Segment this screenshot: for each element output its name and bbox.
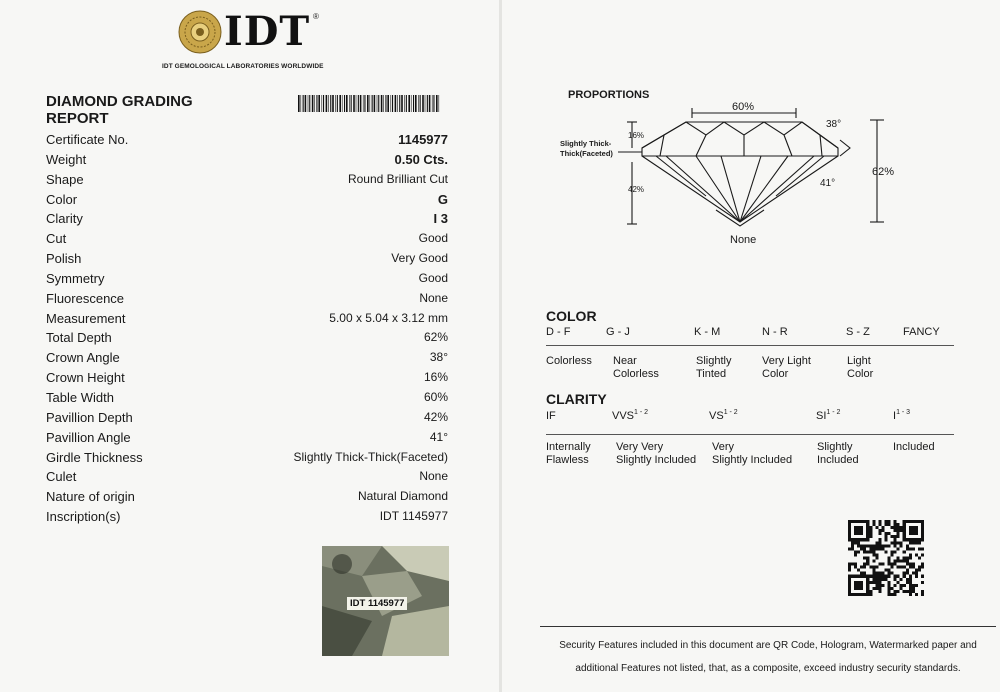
color-grade-description: Color (847, 368, 874, 380)
clarity-scale-divider (546, 434, 954, 435)
spec-row (46, 251, 448, 271)
spec-label: Crown Angle (46, 350, 120, 366)
spec-row (46, 489, 448, 509)
color-grade: K - M (694, 326, 721, 338)
spec-row (46, 211, 448, 231)
spec-row (46, 509, 448, 529)
spec-row (46, 192, 448, 212)
spec-row (46, 132, 448, 152)
spec-value: 60% (423, 389, 448, 404)
clarity-grade (816, 410, 840, 422)
color-grade: S - Z (846, 326, 870, 338)
spec-label: Certificate No. (46, 132, 129, 147)
spec-label: Polish (46, 251, 82, 267)
page-fold (499, 0, 502, 692)
report-title (46, 93, 216, 127)
brand-name: IDT (224, 8, 311, 55)
color-grade-description: Colorless (546, 355, 592, 367)
footer-line2: additional Features not listed, that, as a composite, exceed industry security standards. (575, 663, 961, 674)
spec-row (46, 350, 448, 370)
spec-label: Crown Height (46, 370, 125, 386)
clarity-grade (546, 410, 556, 422)
inscription-photo (322, 546, 449, 656)
clarity-grade-base: I (893, 410, 897, 422)
spec-row (46, 430, 448, 450)
security-footer (540, 634, 996, 680)
barcode (298, 95, 440, 112)
clarity-scale-title: CLARITY (546, 391, 607, 407)
spec-row (46, 450, 448, 470)
clarity-grade-range: 1 - 3 (896, 409, 911, 416)
spec-label: Symmetry (46, 270, 105, 286)
culet-label: None (730, 234, 757, 246)
spec-value: 38° (429, 350, 448, 365)
spec-value: None (419, 469, 448, 484)
spec-label: Fluorescence (46, 290, 125, 306)
spec-value: 42% (423, 409, 448, 424)
photo-inscription-label: IDT 1145977 (347, 597, 407, 610)
registered-mark: ® (313, 12, 319, 21)
color-grade-description: Slightly (696, 355, 732, 367)
color-scale-title: COLOR (546, 308, 597, 324)
clarity-grade-description: Slightly Included (616, 454, 697, 466)
grading-spec-list (46, 132, 448, 529)
spec-row (46, 231, 448, 251)
idt-seal-icon (178, 10, 222, 54)
spec-value: 16% (423, 370, 448, 385)
spec-label: Cut (46, 231, 67, 247)
clarity-grade-description: Very Very (616, 441, 664, 453)
spec-row (46, 370, 448, 390)
clarity-grade-description: Very (712, 441, 735, 453)
spec-row (46, 172, 448, 192)
spec-label: Clarity (46, 211, 83, 227)
report-title-line2: REPORT (46, 110, 109, 127)
color-grade-description: Light (847, 355, 871, 367)
color-grade: FANCY (903, 326, 940, 338)
spec-value: Very Good (391, 251, 448, 266)
idt-logo (178, 10, 328, 60)
clarity-grade-description: Slightly (817, 441, 853, 453)
spec-row (46, 291, 448, 311)
spec-label: Color (46, 191, 78, 207)
spec-value: 62% (423, 330, 448, 345)
spec-label: Measurement (46, 310, 126, 326)
clarity-grade-description: Slightly Included (712, 454, 793, 466)
spec-label: Table Width (46, 389, 114, 405)
color-grade: D - F (546, 326, 571, 338)
brand-subtitle: IDT GEMOLOGICAL LABORATORIES WORLDWIDE (162, 63, 324, 70)
clarity-grade-description: Included (817, 454, 859, 466)
spec-label: Pavillion Depth (46, 409, 133, 425)
clarity-grade-description: Internally (546, 441, 591, 453)
clarity-grade (709, 410, 738, 422)
spec-value: Slightly Thick-Thick(Faceted) (293, 449, 448, 464)
total-depth-label: 62% (872, 166, 895, 178)
spec-value: None (419, 290, 448, 305)
clarity-grade-base: VVS (612, 410, 635, 422)
girdle-label-line2: Thick(Faceted) (560, 149, 613, 158)
color-grade: G - J (606, 326, 630, 338)
spec-value: Round Brilliant Cut (347, 171, 448, 186)
spec-row (46, 410, 448, 430)
report-title-line1: DIAMOND GRADING (46, 93, 193, 110)
spec-value: 1145977 (398, 132, 448, 147)
clarity-grade-range: 1 - 2 (826, 409, 841, 416)
spec-value: 41° (429, 429, 448, 444)
spec-row (46, 311, 448, 331)
spec-label: Inscription(s) (46, 509, 121, 525)
qr-code[interactable] (848, 520, 924, 596)
spec-value: 0.50 Cts. (394, 151, 448, 167)
spec-value: Good (418, 231, 448, 246)
clarity-grade-range: 1 - 2 (723, 409, 738, 416)
spec-row (46, 152, 448, 172)
color-scale-divider (546, 345, 954, 346)
table-width-label: 60% (732, 101, 755, 113)
girdle-label-line1: Slightly Thick- (560, 139, 612, 148)
spec-value: Natural Diamond (357, 489, 448, 504)
clarity-grade (612, 410, 648, 422)
spec-label: Weight (46, 151, 87, 167)
clarity-grade (893, 410, 910, 422)
spec-value: IDT 1145977 (379, 509, 448, 524)
clarity-grade-base: IF (546, 410, 556, 422)
diamond-proportions-diagram (556, 100, 906, 250)
spec-label: Shape (46, 171, 84, 187)
footer-line1: Security Features included in this document are QR Code, Hologram, Watermarked paper and (559, 640, 977, 651)
spec-row (46, 469, 448, 489)
spec-value: I 3 (433, 211, 448, 227)
crown-angle-label: 38° (826, 119, 842, 130)
spec-value: Good (418, 270, 448, 285)
color-grade-description: Color (762, 368, 789, 380)
crown-height-label: 16% (628, 131, 645, 140)
clarity-grade-range: 1 - 2 (634, 409, 649, 416)
clarity-grade-base: SI (816, 410, 827, 422)
color-grade: N - R (762, 326, 788, 338)
clarity-grade-description: Flawless (546, 454, 589, 466)
footer-divider (540, 626, 996, 627)
spec-label: Culet (46, 469, 77, 485)
clarity-grade-description: Included (893, 441, 935, 453)
spec-row (46, 330, 448, 350)
spec-label: Total Depth (46, 330, 112, 346)
clarity-grade-base: VS (709, 410, 724, 422)
color-grade-description: Tinted (696, 368, 727, 380)
color-grade-description: Very Light (762, 355, 811, 367)
pavilion-depth-label: 42% (628, 185, 645, 194)
spec-value: G (437, 191, 448, 207)
color-grade-description: Near (613, 355, 637, 367)
pavilion-outline (642, 156, 838, 222)
proportions-title: PROPORTIONS (568, 89, 650, 101)
spec-row (46, 390, 448, 410)
spec-label: Girdle Thickness (46, 449, 143, 465)
color-grade-description: Colorless (613, 368, 659, 380)
spec-value: 5.00 x 5.04 x 3.12 mm (329, 310, 448, 325)
pavilion-angle-label: 41° (820, 178, 836, 189)
spec-label: Pavillion Angle (46, 429, 131, 445)
spec-row (46, 271, 448, 291)
spec-label: Nature of origin (46, 489, 135, 505)
